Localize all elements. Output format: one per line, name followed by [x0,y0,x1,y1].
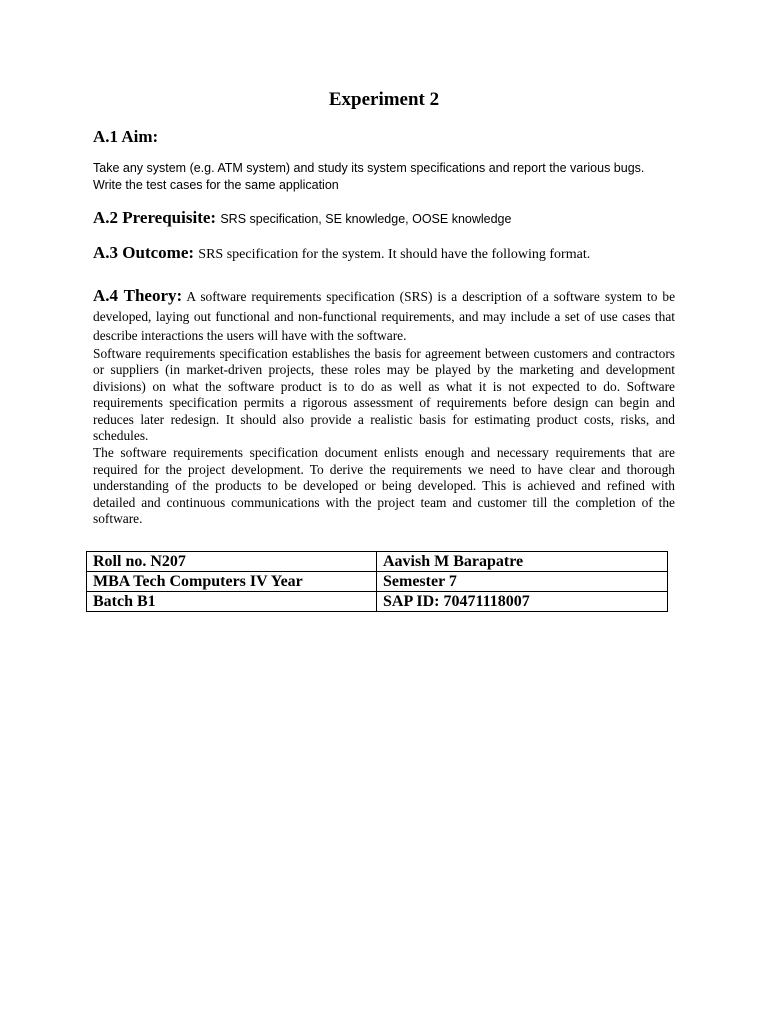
aim-body-line-2: Write the test cases for the same application [93,178,339,192]
table-cell-semester: Semester 7 [377,572,668,592]
student-info-table [86,551,668,612]
theory-paragraph-3: The software requirements specification document enlists enough and necessary requirements that are required for the project development. To derive the requirements we need to have clear and thorough understanding of the products to be developed or being developed. This is achieved and refined with detailed and continuous communications with the project team and customer till the completion of the software. [93,445,675,527]
table-cell-student-name: Aavish M Barapatre [377,552,668,572]
table-row [87,592,668,612]
prerequisite-section [93,207,511,230]
table-row [87,552,668,572]
aim-body-line-1: Take any system (e.g. ATM system) and study its system specifications and report the various bugs. [93,161,645,175]
prerequisite-text: SRS specification, SE knowledge, OOSE knowledge [220,212,512,226]
outcome-section [93,242,590,266]
theory-heading: A.4 Theory: [93,286,183,305]
table-cell-sap-id: SAP ID: 70471118007 [377,592,668,612]
table-cell-program: MBA Tech Computers IV Year [87,572,377,592]
table-row [87,572,668,592]
theory-paragraph-1 [93,286,675,346]
theory-section [93,286,675,528]
table-cell-batch: Batch B1 [87,592,377,612]
aim-heading: A.1 Aim: [93,127,159,146]
theory-paragraph-1-text: A software requirements specification (SRS) is a description of a software system to be developed, laying out functional and non-functional requirements, and may include a set of use cases that describe interactions the users will have with the software. [93,289,676,343]
theory-paragraph-2: Software requirements specification establishes the basis for agreement between customers and contractors or suppliers (in market-driven projects, these roles may be played by the marketing and development divisions) on what the software product is to do as well as what it is not expected to do. Software requirements specification permits a rigorous assessment of requirements before design can begin and reduces later redesign. It should also provide a realistic basis for estimating product costs, risks, and schedules. [93,345,675,444]
table-cell-roll-no: Roll no. N207 [87,552,377,572]
prerequisite-heading: A.2 Prerequisite: [93,208,217,227]
aim-body [93,160,677,194]
outcome-heading: A.3 Outcome: [93,243,195,262]
outcome-text: SRS specification for the system. It should have the following format. [198,247,591,262]
page-title: Experiment 2 [328,89,440,110]
